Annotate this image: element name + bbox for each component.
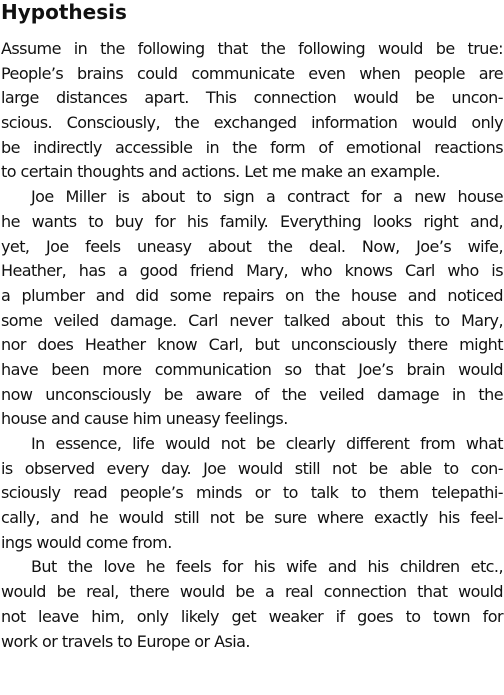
text-line: would be real, there would be a real connection that would <box>1 582 503 602</box>
body-text <box>1 37 503 654</box>
text-line: People’s brains could communicate even when people are <box>1 63 503 83</box>
text-line: he wants to buy for his family. Everything looks right and, <box>1 211 503 231</box>
text-line: not leave him, only likely get weaker if goes to town for <box>1 606 503 626</box>
text-line: Assume in the following that the following would be true: <box>1 39 503 58</box>
text-line: some veiled damage. Carl never talked about this to Mary, <box>1 310 503 330</box>
text-line: sciously read people’s minds or to talk to them telepathi- <box>1 483 503 503</box>
paragraph <box>1 555 503 654</box>
paragraph <box>1 37 503 185</box>
text-line: In essence, life would not be clearly different from what <box>31 434 503 453</box>
text-line: house and cause him uneasy feelings. <box>1 409 288 429</box>
text-line: scious. Consciously, the exchanged information would only <box>1 113 503 133</box>
paragraph <box>1 185 503 432</box>
text-line: cally, and he would still not be sure where exactly his feel- <box>1 508 503 528</box>
text-line: is observed every day. Joe would still not be able to con- <box>1 458 503 478</box>
section-heading: Hypothesis <box>1 0 127 24</box>
text-line: a plumber and did some repairs on the house and noticed <box>1 285 503 305</box>
text-line: be indirectly accessible in the form of emotional reactions <box>1 137 503 157</box>
text-line: Joe Miller is about to sign a contract for a new house <box>31 187 503 207</box>
paragraph <box>1 432 503 555</box>
text-line: have been more communication so that Joe’s brain would <box>1 359 503 379</box>
text-line: work or travels to Europe or Asia. <box>1 631 250 651</box>
text-line: to certain thoughts and actions. Let me make an example. <box>1 162 440 182</box>
text-line: Heather, has a good friend Mary, who knows Carl who is <box>1 261 503 281</box>
text-line: ings would come from. <box>1 532 172 552</box>
text-line: But the love he feels for his wife and his children etc., <box>31 557 503 577</box>
text-line: yet, Joe feels uneasy about the deal. Now, Joe’s wife, <box>1 236 503 256</box>
text-line: nor does Heather know Carl, but unconsciously there might <box>1 335 503 355</box>
text-line: now unconsciously be aware of the veiled damage in the <box>1 384 503 404</box>
text-line: large distances apart. This connection would be uncon- <box>1 88 503 108</box>
